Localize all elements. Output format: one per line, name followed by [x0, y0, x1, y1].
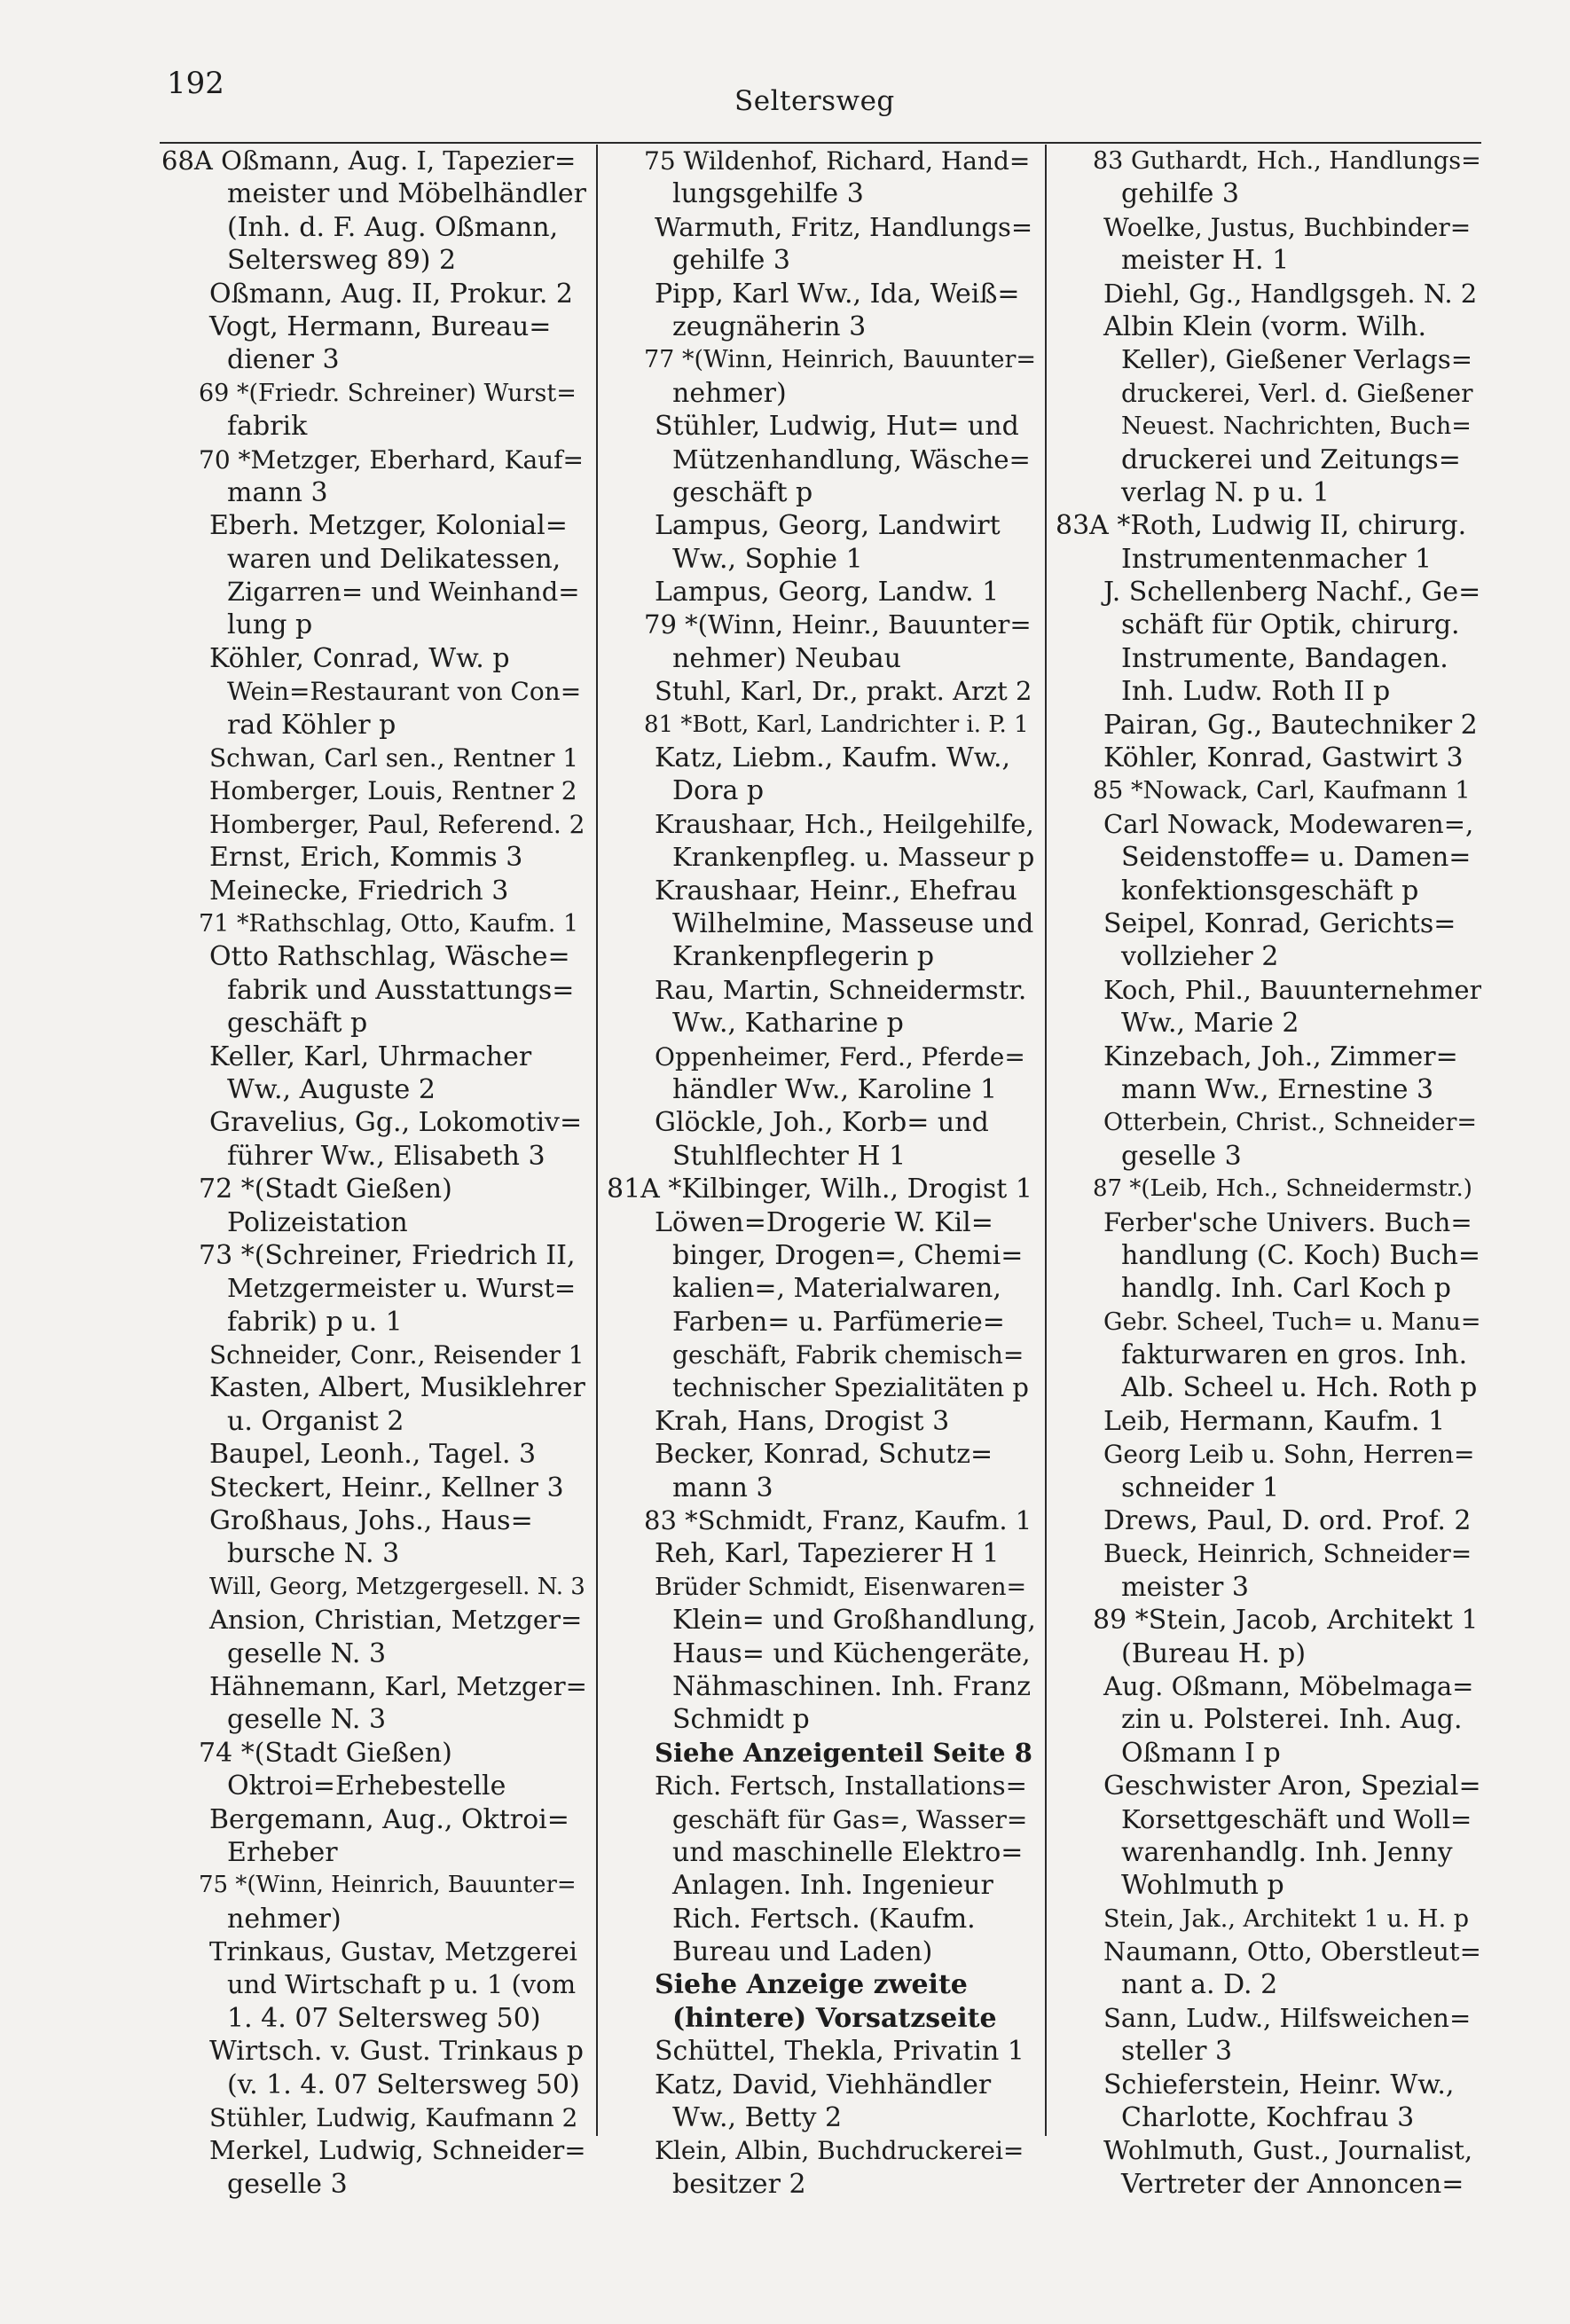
- directory-line: Schneider, Conr., Reisender 1: [209, 1340, 585, 1370]
- directory-line: Carl Nowack, Modewaren=,: [1103, 808, 1474, 839]
- directory-line: Naumann, Otto, Oberstleut=: [1103, 1936, 1481, 1967]
- directory-line: technischer Spezialitäten p: [672, 1372, 1029, 1403]
- directory-line: nehmer) Neubau: [672, 642, 901, 674]
- directory-line: Homberger, Louis, Rentner 2: [209, 776, 577, 806]
- directory-line: Otterbein, Christ., Schneider=: [1103, 1109, 1478, 1137]
- directory-line: Ferber'sche Univers. Buch=: [1103, 1206, 1472, 1237]
- directory-line: Wein=Restaurant von Con=: [227, 677, 582, 707]
- directory-line: Krankenpflegerin p: [672, 941, 935, 973]
- directory-line: bursche N. 3: [227, 1538, 400, 1570]
- column-2: [607, 145, 1036, 2200]
- directory-line: Metzgermeister u. Wurst=: [227, 1273, 577, 1304]
- directory-line: rad Köhler p: [227, 709, 396, 741]
- directory-line: Pipp, Karl Ww., Ida, Weiß=: [655, 278, 1020, 310]
- directory-line: Katz, Liebm., Kaufm. Ww.,: [655, 742, 1011, 774]
- directory-line: 73 *(Schreiner, Friedrich II,: [199, 1239, 576, 1271]
- directory-line: vollzieher 2: [1121, 941, 1279, 973]
- directory-line: Wohlmuth p: [1121, 1870, 1284, 1902]
- directory-line: u. Organist 2: [227, 1405, 404, 1437]
- directory-line: zeugnäherin 3: [672, 310, 867, 342]
- directory-line: 77 *(Winn, Heinrich, Bauunter=: [644, 346, 1036, 374]
- directory-line: Siehe Anzeige zweite: [655, 1969, 968, 2001]
- directory-line: 87 *(Leib, Hch., Schneidermstr.): [1093, 1175, 1472, 1203]
- directory-line: (Bureau H. p): [1121, 1637, 1307, 1669]
- directory-line: geselle N. 3: [227, 1637, 387, 1669]
- directory-line: kalien=, Materialwaren,: [672, 1273, 1001, 1305]
- directory-line: mann Ww., Ernestine 3: [1121, 1073, 1434, 1105]
- directory-line: Bueck, Heinrich, Schneider=: [1103, 1539, 1472, 1569]
- directory-line: Zigarren= und Weinhand=: [227, 577, 580, 608]
- directory-line: 68A Oßmann, Aug. I, Tapezier=: [161, 145, 577, 176]
- directory-line: Dora p: [672, 775, 765, 807]
- directory-line: Schüttel, Thekla, Privatin 1: [655, 2036, 1024, 2068]
- directory-line: Nähmaschinen. Inh. Franz: [672, 1670, 1032, 1702]
- directory-line: Seltersweg 89) 2: [227, 245, 457, 277]
- directory-line: geselle 3: [1121, 1140, 1242, 1172]
- directory-line: Alb. Scheel u. Hch. Roth p: [1121, 1372, 1478, 1404]
- directory-line: 79 *(Winn, Heinr., Bauunter=: [644, 609, 1032, 640]
- directory-line: (Inh. d. F. Aug. Oßmann,: [227, 211, 559, 243]
- directory-line: Kasten, Albert, Musiklehrer: [209, 1372, 585, 1404]
- directory-line: diener 3: [227, 344, 340, 376]
- directory-line: meister 3: [1121, 1571, 1249, 1603]
- directory-line: 74 *(Stadt Gießen): [199, 1737, 452, 1769]
- directory-line: Rau, Martin, Schneidermstr.: [655, 974, 1027, 1005]
- directory-line: Wilhelmine, Masseuse und: [672, 907, 1034, 939]
- directory-line: Ansion, Christian, Metzger=: [209, 1605, 583, 1636]
- directory-line: Instrumente, Bandagen.: [1121, 642, 1448, 674]
- directory-line: geschäft, Fabrik chemisch=: [672, 1340, 1024, 1370]
- directory-line: geschäft für Gas=, Wasser=: [672, 1804, 1028, 1834]
- directory-line: Oßmann, Aug. II, Prokur. 2: [209, 278, 574, 310]
- directory-line: Rich. Fertsch. (Kaufm.: [672, 1903, 976, 1935]
- directory-line: Oßmann I p: [1121, 1737, 1281, 1769]
- running-head: Seltersweg: [734, 85, 895, 117]
- column-divider-2: [1045, 145, 1047, 2136]
- directory-line: 1. 4. 07 Seltersweg 50): [227, 2002, 541, 2034]
- directory-line: Warmuth, Fritz, Handlungs=: [655, 211, 1033, 242]
- directory-line: Keller), Gießener Verlags=: [1121, 344, 1473, 375]
- directory-line: und Wirtschaft p u. 1 (vom: [227, 1969, 577, 2000]
- directory-line: Baupel, Leonh., Tagel. 3: [209, 1439, 537, 1471]
- directory-line: Schmidt p: [672, 1704, 810, 1736]
- directory-line: konfektionsgeschäft p: [1121, 875, 1419, 907]
- directory-line: Erheber: [227, 1836, 338, 1868]
- directory-line: nant a. D. 2: [1121, 1969, 1278, 2001]
- directory-line: Oppenheimer, Ferd., Pferde=: [655, 1041, 1025, 1072]
- directory-line: Sann, Ludw., Hilfsweichen=: [1103, 2002, 1472, 2033]
- directory-line: Ww., Katharine p: [672, 1008, 904, 1040]
- directory-line: Stuhlflechter H 1: [672, 1140, 907, 1172]
- directory-line: händler Ww., Karoline 1: [672, 1073, 998, 1105]
- directory-line: Wirtsch. v. Gust. Trinkaus p: [209, 2036, 584, 2068]
- directory-line: Haus= und Küchengeräte,: [672, 1637, 1031, 1669]
- directory-line: Vertreter der Annoncen=: [1121, 2168, 1464, 2200]
- directory-line: Korsettgeschäft und Woll=: [1121, 1803, 1472, 1834]
- directory-line: mann 3: [227, 476, 328, 508]
- column-divider-1: [596, 145, 598, 2136]
- directory-line: Stühler, Ludwig, Kaufmann 2: [209, 2103, 578, 2133]
- directory-line: handlung (C. Koch) Buch=: [1121, 1239, 1481, 1271]
- directory-line: meister und Möbelhändler: [227, 178, 587, 210]
- directory-line: Krankenpfleg. u. Masseur p: [672, 842, 1035, 873]
- directory-line: Steckert, Heinr., Kellner 3: [209, 1472, 564, 1504]
- directory-line: gehilfe 3: [1121, 178, 1239, 210]
- directory-line: lungsgehilfe 3: [672, 178, 864, 210]
- directory-line: Schieferstein, Heinr. Ww.,: [1103, 2069, 1455, 2100]
- directory-line: Inh. Ludw. Roth II p: [1121, 676, 1391, 708]
- directory-line: geschäft p: [227, 1008, 368, 1040]
- directory-line: Seipel, Konrad, Gerichts=: [1103, 907, 1456, 939]
- column-3: [1056, 145, 1481, 2200]
- directory-line: 72 *(Stadt Gießen): [199, 1174, 452, 1205]
- directory-line: Leib, Hermann, Kaufm. 1: [1103, 1405, 1446, 1437]
- directory-line: Siehe Anzeigenteil Seite 8: [655, 1737, 1032, 1768]
- directory-line: Lampus, Georg, Landw. 1: [655, 577, 1000, 608]
- directory-line: Pairan, Gg., Bautechniker 2: [1103, 709, 1478, 741]
- directory-line: Löwen=Drogerie W. Kil=: [655, 1206, 993, 1238]
- directory-line: Drews, Paul, D. ord. Prof. 2: [1103, 1505, 1472, 1537]
- directory-line: Neuest. Nachrichten, Buch=: [1121, 412, 1472, 441]
- directory-line: Trinkaus, Gustav, Metzgerei: [209, 1936, 577, 1967]
- directory-line: geselle N. 3: [227, 1704, 387, 1736]
- directory-line: Diehl, Gg., Handlgsgeh. N. 2: [1103, 278, 1478, 309]
- directory-line: geselle 3: [227, 2168, 348, 2200]
- directory-line: fabrik: [227, 411, 308, 443]
- directory-line: 71 *Rathschlag, Otto, Kaufm. 1: [199, 909, 579, 938]
- directory-line: 85 *Nowack, Carl, Kaufmann 1: [1093, 777, 1471, 805]
- directory-line: mann 3: [672, 1472, 773, 1504]
- directory-line: binger, Drogen=, Chemi=: [672, 1239, 1024, 1271]
- directory-line: Polizeistation: [227, 1206, 408, 1238]
- directory-line: Charlotte, Kochfrau 3: [1121, 2102, 1415, 2134]
- directory-line: 75 *(Winn, Heinrich, Bauunter=: [199, 1872, 577, 1899]
- directory-line: Klein, Albin, Buchdruckerei=: [655, 2136, 1024, 2166]
- directory-line: Klein= und Großhandlung,: [672, 1605, 1036, 1637]
- directory-line: J. Schellenberg Nachf., Ge=: [1103, 577, 1481, 608]
- directory-line: Georg Leib u. Sohn, Herren=: [1103, 1440, 1475, 1470]
- directory-line: fakturwaren en gros. Inh.: [1121, 1339, 1468, 1371]
- directory-line: druckerei, Verl. d. Gießener: [1121, 378, 1473, 408]
- directory-line: zin u. Polsterei. Inh. Aug.: [1121, 1704, 1463, 1736]
- directory-line: Kraushaar, Heinr., Ehefrau: [655, 875, 1017, 907]
- directory-line: 83A *Roth, Ludwig II, chirurg.: [1056, 510, 1467, 542]
- directory-line: steller 3: [1121, 2036, 1233, 2068]
- directory-line: geschäft p: [672, 476, 813, 508]
- directory-line: Ww., Marie 2: [1121, 1008, 1299, 1040]
- directory-line: Katz, David, Viehhändler: [655, 2069, 992, 2100]
- directory-line: Gravelius, Gg., Lokomotiv=: [209, 1107, 583, 1139]
- directory-line: führer Ww., Elisabeth 3: [227, 1140, 546, 1172]
- directory-line: druckerei und Zeitungs=: [1121, 444, 1461, 475]
- page-number: 192: [167, 66, 224, 101]
- directory-line: Vogt, Hermann, Bureau=: [209, 310, 552, 342]
- directory-line: handlg. Inh. Carl Koch p: [1121, 1273, 1452, 1305]
- directory-line: Becker, Konrad, Schutz=: [655, 1439, 993, 1471]
- directory-line: Kinzebach, Joh., Zimmer=: [1103, 1040, 1458, 1072]
- directory-line: 83 *Schmidt, Franz, Kaufm. 1: [644, 1505, 1032, 1536]
- directory-line: nehmer): [672, 377, 787, 409]
- directory-line: (v. 1. 4. 07 Seltersweg 50): [227, 2069, 580, 2100]
- directory-line: schäft für Optik, chirurg.: [1121, 609, 1460, 641]
- directory-line: Mützenhandlung, Wäsche=: [672, 444, 1031, 475]
- directory-line: Ww., Auguste 2: [227, 1073, 436, 1105]
- directory-line: schneider 1: [1121, 1472, 1280, 1504]
- directory-line: lung p: [227, 609, 313, 641]
- directory-line: Köhler, Conrad, Ww. p: [209, 642, 510, 674]
- directory-line: Gebr. Scheel, Tuch= u. Manu=: [1103, 1307, 1481, 1336]
- directory-line: Bureau und Laden): [672, 1936, 933, 1968]
- directory-line: Seidenstoffe= u. Damen=: [1121, 842, 1472, 874]
- directory-line: Kraushaar, Hch., Heilgehilfe,: [655, 808, 1034, 839]
- directory-line: verlag N. p u. 1: [1121, 476, 1330, 508]
- directory-line: Will, Georg, Metzgergesell. N. 3: [209, 1573, 585, 1600]
- directory-line: Instrumentenmacher 1: [1121, 543, 1433, 575]
- directory-line: Lampus, Georg, Landwirt: [655, 510, 1001, 542]
- directory-line: 70 *Metzger, Eberhard, Kauf=: [199, 444, 584, 475]
- directory-line: Koch, Phil., Bauunternehmer: [1103, 974, 1481, 1005]
- directory-line: Glöckle, Joh., Korb= und: [655, 1107, 989, 1139]
- directory-line: 69 *(Friedr. Schreiner) Wurst=: [199, 379, 577, 407]
- directory-line: 83 Guthardt, Hch., Handlungs=: [1093, 147, 1481, 175]
- directory-line: Schwan, Carl sen., Rentner 1: [209, 743, 579, 773]
- directory-line: Woelke, Justus, Buchbinder=: [1103, 212, 1472, 242]
- directory-line: nehmer): [227, 1903, 341, 1935]
- directory-line: 89 *Stein, Jacob, Architekt 1: [1093, 1605, 1479, 1637]
- directory-line: 81 *Bott, Karl, Landrichter i. P. 1: [644, 711, 1029, 738]
- directory-line: fabrik) p u. 1: [227, 1306, 403, 1338]
- column-1: [161, 145, 587, 2200]
- directory-line: Ww., Betty 2: [672, 2102, 843, 2134]
- directory-line: Merkel, Ludwig, Schneider=: [209, 2135, 586, 2166]
- directory-line: Keller, Karl, Uhrmacher: [209, 1040, 532, 1072]
- directory-line: 81A *Kilbinger, Wilh., Drogist 1: [607, 1174, 1032, 1205]
- directory-line: Farben= u. Parfümerie=: [672, 1306, 1005, 1338]
- directory-line: gehilfe 3: [672, 245, 790, 277]
- directory-line: waren und Delikatessen,: [227, 543, 561, 575]
- directory-line: fabrik und Ausstattungs=: [227, 974, 575, 1006]
- directory-line: Köhler, Konrad, Gastwirt 3: [1103, 742, 1464, 774]
- directory-line: Ww., Sophie 1: [672, 543, 863, 575]
- directory-line: Brüder Schmidt, Eisenwaren=: [655, 1573, 1027, 1601]
- directory-line: Otto Rathschlag, Wäsche=: [209, 941, 570, 973]
- directory-line: Reh, Karl, Tapezierer H 1: [655, 1538, 1000, 1570]
- directory-line: Anlagen. Inh. Ingenieur: [672, 1870, 993, 1902]
- directory-line: Meinecke, Friedrich 3: [209, 875, 509, 907]
- directory-line: 75 Wildenhof, Richard, Hand=: [644, 146, 1031, 176]
- directory-line: Ernst, Erich, Kommis 3: [209, 842, 523, 874]
- directory-line: Rich. Fertsch, Installations=: [655, 1770, 1027, 1802]
- directory-line: und maschinelle Elektro=: [672, 1836, 1024, 1868]
- directory-line: Stuhl, Karl, Dr., prakt. Arzt 2: [655, 676, 1032, 707]
- directory-line: Eberh. Metzger, Kolonial=: [209, 510, 568, 542]
- directory-line: Oktroi=Erhebestelle: [227, 1770, 506, 1802]
- directory-line: warenhandlg. Inh. Jenny: [1121, 1836, 1453, 1868]
- directory-line: Bergemann, Aug., Oktroi=: [209, 1803, 569, 1835]
- directory-line: Hähnemann, Karl, Metzger=: [209, 1670, 587, 1701]
- directory-line: Homberger, Paul, Referend. 2: [209, 809, 585, 839]
- directory-line: (hintere) Vorsatzseite: [672, 2002, 997, 2034]
- header-rule: [160, 142, 1481, 144]
- directory-line: Albin Klein (vorm. Wilh.: [1103, 310, 1427, 342]
- directory-line: besitzer 2: [672, 2168, 806, 2200]
- directory-line: Aug. Oßmann, Möbelmaga=: [1103, 1670, 1474, 1701]
- directory-line: Stein, Jak., Architekt 1 u. H. p: [1103, 1904, 1470, 1933]
- directory-line: meister H. 1: [1121, 245, 1290, 277]
- directory-line: Wohlmuth, Gust., Journalist,: [1103, 2135, 1473, 2166]
- directory-line: Großhaus, Johs., Haus=: [209, 1505, 533, 1537]
- directory-line: Stühler, Ludwig, Hut= und: [655, 411, 1019, 443]
- directory-line: Geschwister Aron, Spezial=: [1103, 1770, 1481, 1802]
- directory-line: Krah, Hans, Drogist 3: [655, 1405, 950, 1437]
